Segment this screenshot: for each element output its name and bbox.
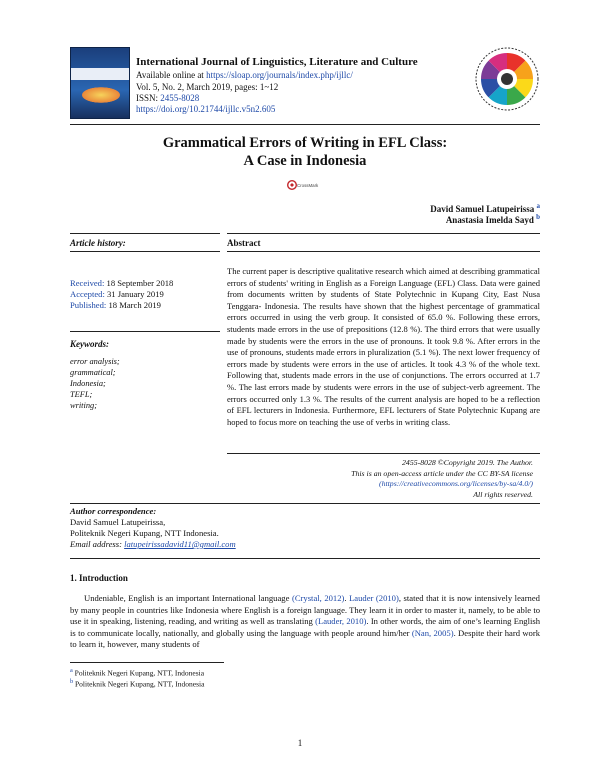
abstract-heading: Abstract bbox=[227, 238, 261, 248]
author-2: Anastasia Imelda Sayd $^b$ bbox=[445, 213, 540, 225]
left-top-rule bbox=[70, 233, 220, 234]
keyword-item: Indonesia; bbox=[70, 379, 106, 388]
citation-link[interactable]: (Lauder, 2010) bbox=[315, 616, 367, 626]
right-top-rule bbox=[227, 233, 540, 234]
footnote-b: $^b$ Politeknik Negeri Kupang, NTT, Indonesia bbox=[70, 678, 205, 689]
keyword-item: grammatical; bbox=[70, 368, 116, 377]
copyright-rule bbox=[227, 453, 540, 454]
issn-link[interactable]: 2455-8028 bbox=[160, 93, 200, 103]
footnote-a: $^a$ Politeknik Negeri Kupang, NTT, Indonesia bbox=[70, 667, 205, 678]
doi-link-wrap bbox=[136, 104, 275, 114]
journal-url-link[interactable]: https://sloap.org/journals/index.php/ijllc/ bbox=[206, 70, 353, 80]
journal-logo-icon bbox=[474, 46, 540, 112]
abstract-text: The current paper is descriptive qualitative research which aimed at describing grammatical errors of students' writing in English as a Foreign Language (EFL) Class. Data were gained from documents written by students of State Polytechnic in Kupang City, East Nusa Tenggara- Indonesia. The results have shown that the highest percentage of grammatical errors occurred in using the verb group. It consisted of 65.0 %. Following these errors, students made errors in the use of prepositions (12.8 %). The third errors that were usually made by students were the errors in the use of pronouns. It took 9.8 %. After errors in the use of pronouns, students made errors in pluralization (5.1 %). The next lower frequency of errors made by students were errors in the use of articles. It took 4.3 % of the whole text. Following that, students made errors in the use of conjunctions. The errors occurred at 1.7 %. The last errors made by students were errors in the use of subject-verb agreement. The errors occurred only 1.3 %. The results of the current analysis are hoped to be a reflection of EFL lecturers in Indonesia. Furthermore, EFL lecturers of State Polytechnic Kupang are hoped to focus more on teaching the use of verbs in writing class. bbox=[227, 266, 540, 427]
citation-link[interactable]: Lauder (2010) bbox=[349, 593, 399, 603]
correspondence-heading: Author correspondence: bbox=[70, 506, 157, 516]
author-1: David Samuel Latupeirissa $^a$ bbox=[430, 202, 540, 214]
header-rule bbox=[70, 124, 540, 125]
citation-link[interactable]: (Crystal, 2012) bbox=[291, 593, 345, 603]
footnote-rule bbox=[70, 662, 224, 663]
issn-info: ISSN: 2455-8028 bbox=[136, 93, 200, 103]
journal-title: International Journal of Linguistics, Literature and Culture bbox=[136, 56, 418, 68]
crossmark-label: CrossMark bbox=[297, 182, 319, 188]
available-online: Available online at https://sloap.org/journals/index.php/ijllc/ bbox=[136, 70, 353, 80]
correspondence-name: David Samuel Latupeirissa, bbox=[70, 517, 166, 527]
email-link[interactable]: latupeirissadavid11@gmail.com bbox=[124, 539, 236, 549]
abstract-rule bbox=[227, 251, 540, 252]
received-row: Received: 18 September 2018 bbox=[70, 278, 174, 288]
keywords-rule-top bbox=[70, 331, 220, 332]
history-rule bbox=[70, 251, 220, 252]
page-number: 1 bbox=[297, 738, 303, 748]
keyword-item: writing; bbox=[70, 401, 97, 410]
keyword-item: error analysis; bbox=[70, 357, 120, 366]
keyword-item: TEFL; bbox=[70, 390, 93, 399]
copyright-block: 2455-8028 ©Copyright 2019. The Author. This is an open-access article under the CC BY-SA license (https://creativecommons.org/licenses/by-sa/4.0/) All rights reserved. bbox=[227, 458, 533, 500]
citation-link[interactable]: (Nan, 2005) bbox=[411, 627, 454, 638]
history-dates bbox=[70, 278, 220, 311]
accepted-row: Accepted: 31 January 2019 bbox=[70, 289, 164, 299]
correspondence-affiliation: Politeknik Negeri Kupang, NTT Indonesia. bbox=[70, 528, 219, 538]
article-history-heading: Article history: bbox=[70, 238, 126, 248]
intro-top-rule bbox=[70, 558, 540, 559]
correspondence-rule bbox=[70, 503, 540, 504]
keywords-heading: Keywords: bbox=[70, 339, 109, 349]
correspondence-block: Author correspondence: David Samuel Latupeirissa, Politeknik Negeri Kupang, NTT Indonesia. Email address: latupeirissadavid11@gmail.com bbox=[70, 506, 236, 549]
crossmark-icon[interactable] bbox=[287, 180, 319, 190]
volume-info: Vol. 5, No. 2, March 2019, pages: 1~12 bbox=[136, 82, 279, 92]
doi-link[interactable]: https://doi.org/10.21744/ijllc.v5n2.605 bbox=[136, 104, 276, 114]
keywords-list bbox=[70, 356, 120, 411]
journal-cover-image bbox=[70, 47, 130, 119]
paper-title: Grammatical Errors of Writing in EFL Class: A Case in Indonesia bbox=[162, 135, 448, 169]
introduction-paragraph: Undeniable, English is an important International language (Crystal, 2012). Lauder (2010), stated that it is now intensively learned by many people in countries like Indonesia where English is a foreign language. They learn it in order to master it, namely, to be able to use it in speaking, listening, reading, and writing as well as translating (Lauder, 2010). In other words, the aim of one’s learning English is to communicate locally, nationally, and globally using the language with people around him/her (Nan, 2005). Despite their hard work to learn it, however, many students of bbox=[70, 593, 541, 649]
published-row: Published: 18 March 2019 bbox=[70, 300, 161, 310]
introduction-heading: 1. Introduction bbox=[70, 573, 128, 583]
license-link[interactable]: (https://creativecommons.org/licenses/by-sa/4.0/) bbox=[378, 479, 533, 488]
